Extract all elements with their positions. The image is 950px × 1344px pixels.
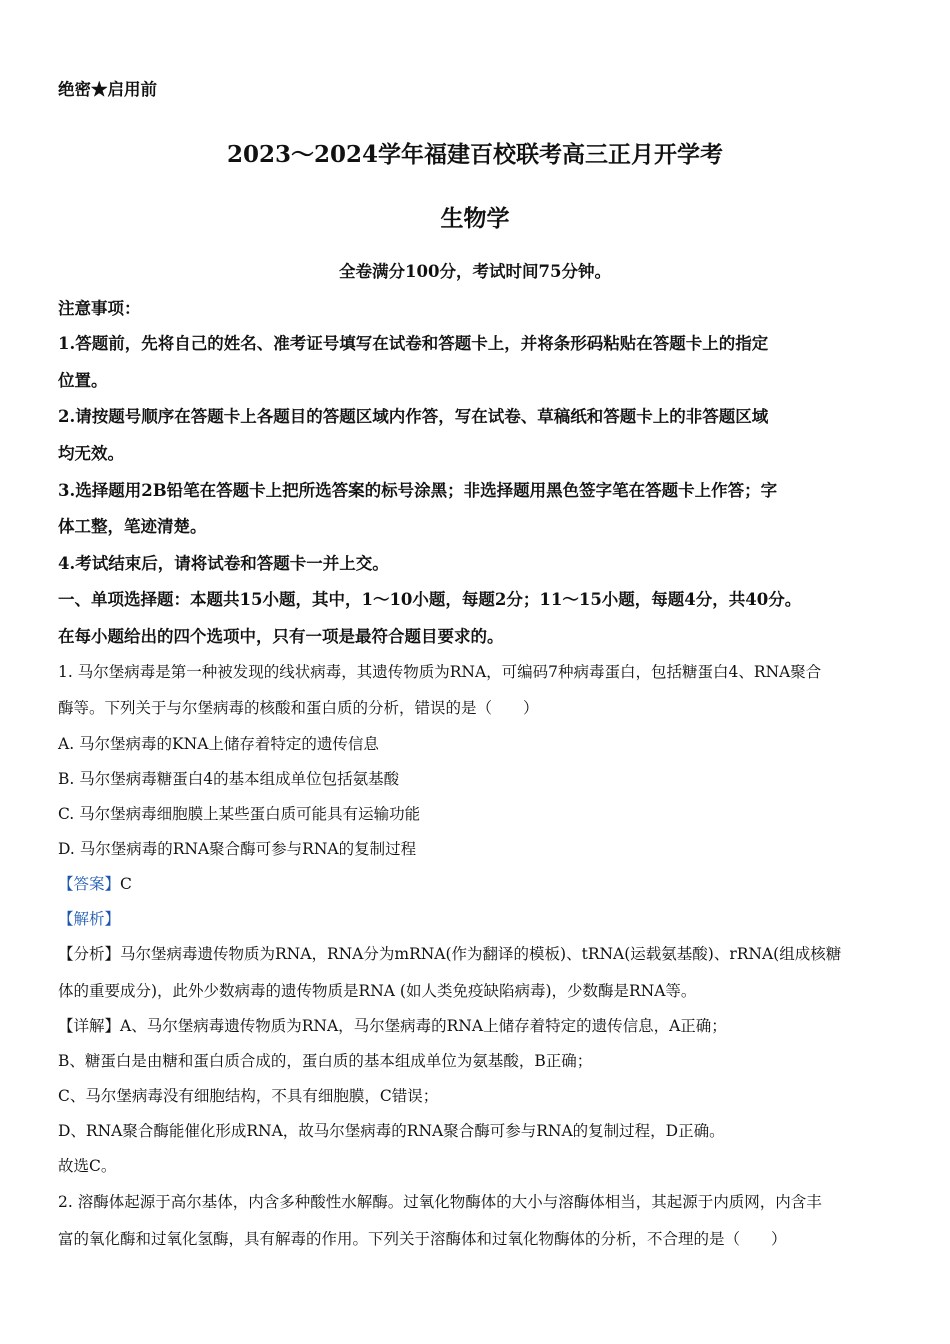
fenxi-line-cont: 体的重要成分)，此外少数病毒的遗传物质是RNA (如人类免疫缺陷病毒)，少数酶是RNA等。 [58, 982, 697, 1000]
analysis-tag: 【解析】 [58, 910, 121, 928]
question-1-option-a: A. 马尔堡病毒的KNA上储存着特定的遗传信息 [58, 735, 379, 753]
question-2-stem-cont: 富的氧化酶和过氧化氢酶，具有解毒的作用。下列关于溶酶体和过氧化物酶体的分析，不合理的是（ ） [58, 1230, 787, 1248]
question-1-stem-cont: 酶等。下列关于与尔堡病毒的核酸和蛋白质的分析，错误的是（ ） [58, 699, 539, 717]
notes-line: 体工整，笔迹清楚。 [58, 517, 207, 536]
question-1-option-d: D. 马尔堡病毒的RNA聚合酶可参与RNA的复制过程 [58, 840, 417, 858]
fenxi-text: 马尔堡病毒遗传物质为RNA，RNA分为mRNA(作为翻译的模板)、tRNA(运载氨基酸)、rRNA(组成核糖 [120, 945, 842, 963]
detail-line: C、马尔堡病毒没有细胞结构，不具有细胞膜，C错误； [58, 1087, 439, 1105]
notes-line: 位置。 [58, 371, 108, 390]
question-2-stem: 2. 溶酶体起源于高尔基体，内含多种酸性水解酶。过氧化物酶体的大小与溶酶体相当，其起源于内质网，内含丰 [58, 1193, 822, 1211]
detail-line: B、糖蛋白是由糖和蛋白质合成的，蛋白质的基本组成单位为氨基酸，B正确； [58, 1052, 593, 1070]
xiangjie-text: A、马尔堡病毒遗传物质为RNA，马尔堡病毒的RNA上储存着特定的遗传信息，A正确； [120, 1017, 727, 1035]
notes-line: 均无效。 [58, 444, 124, 463]
notes-line: 3.选择题用2B铅笔在答题卡上把所选答案的标号涂黑；非选择题用黑色签字笔在答题卡上作答；字 [58, 481, 778, 500]
notes-line: 2.请按题号顺序在答题卡上各题目的答题区域内作答，写在试卷、草稿纸和答题卡上的非答题区域 [58, 407, 769, 426]
answer-value: C [120, 875, 132, 893]
conclusion-line: 故选C。 [58, 1157, 117, 1175]
notes-heading: 注意事项： [58, 299, 141, 318]
subject-title: 生物学 [440, 205, 510, 232]
answer-tag: 【答案】 [58, 875, 121, 893]
xiangjie-tag: 【详解】 [58, 1017, 121, 1035]
question-1-option-c: C. 马尔堡病毒细胞膜上某些蛋白质可能具有运输功能 [58, 805, 421, 823]
exam-title: 2023～2024学年福建百校联考高三正月开学考 [226, 141, 724, 168]
xiangjie-line [58, 1014, 727, 1036]
notes-line: 4.考试结束后，请将试卷和答题卡一并上交。 [58, 554, 389, 573]
question-1-option-b: B. 马尔堡病毒糖蛋白4的基本组成单位包括氨基酸 [58, 770, 400, 788]
question-1-stem: 1. 马尔堡病毒是第一种被发现的线状病毒，其遗传物质为RNA，可编码7种病毒蛋白，包括糖蛋白4、RNA聚合 [58, 663, 822, 681]
score-note: 全卷满分100分，考试时间75分钟。 [339, 262, 611, 281]
fenxi-tag: 【分析】 [58, 945, 121, 963]
answer-line [58, 872, 132, 894]
secret-label: 绝密★启用前 [58, 80, 157, 99]
section-instruction: 在每小题给出的四个选项中，只有一项是最符合题目要求的。 [58, 627, 504, 646]
notes-line: 1.答题前，先将自己的姓名、准考证号填写在试卷和答题卡上，并将条形码粘贴在答题卡上的指定 [58, 334, 769, 353]
section-heading: 一、单项选择题：本题共15小题，其中，1～10小题，每题2分；11～15小题，每题4分，共40分。 [58, 590, 802, 609]
fenxi-line [58, 942, 841, 964]
detail-line: D、RNA聚合酶能催化形成RNA，故马尔堡病毒的RNA聚合酶可参与RNA的复制过程，D正确。 [58, 1122, 725, 1140]
